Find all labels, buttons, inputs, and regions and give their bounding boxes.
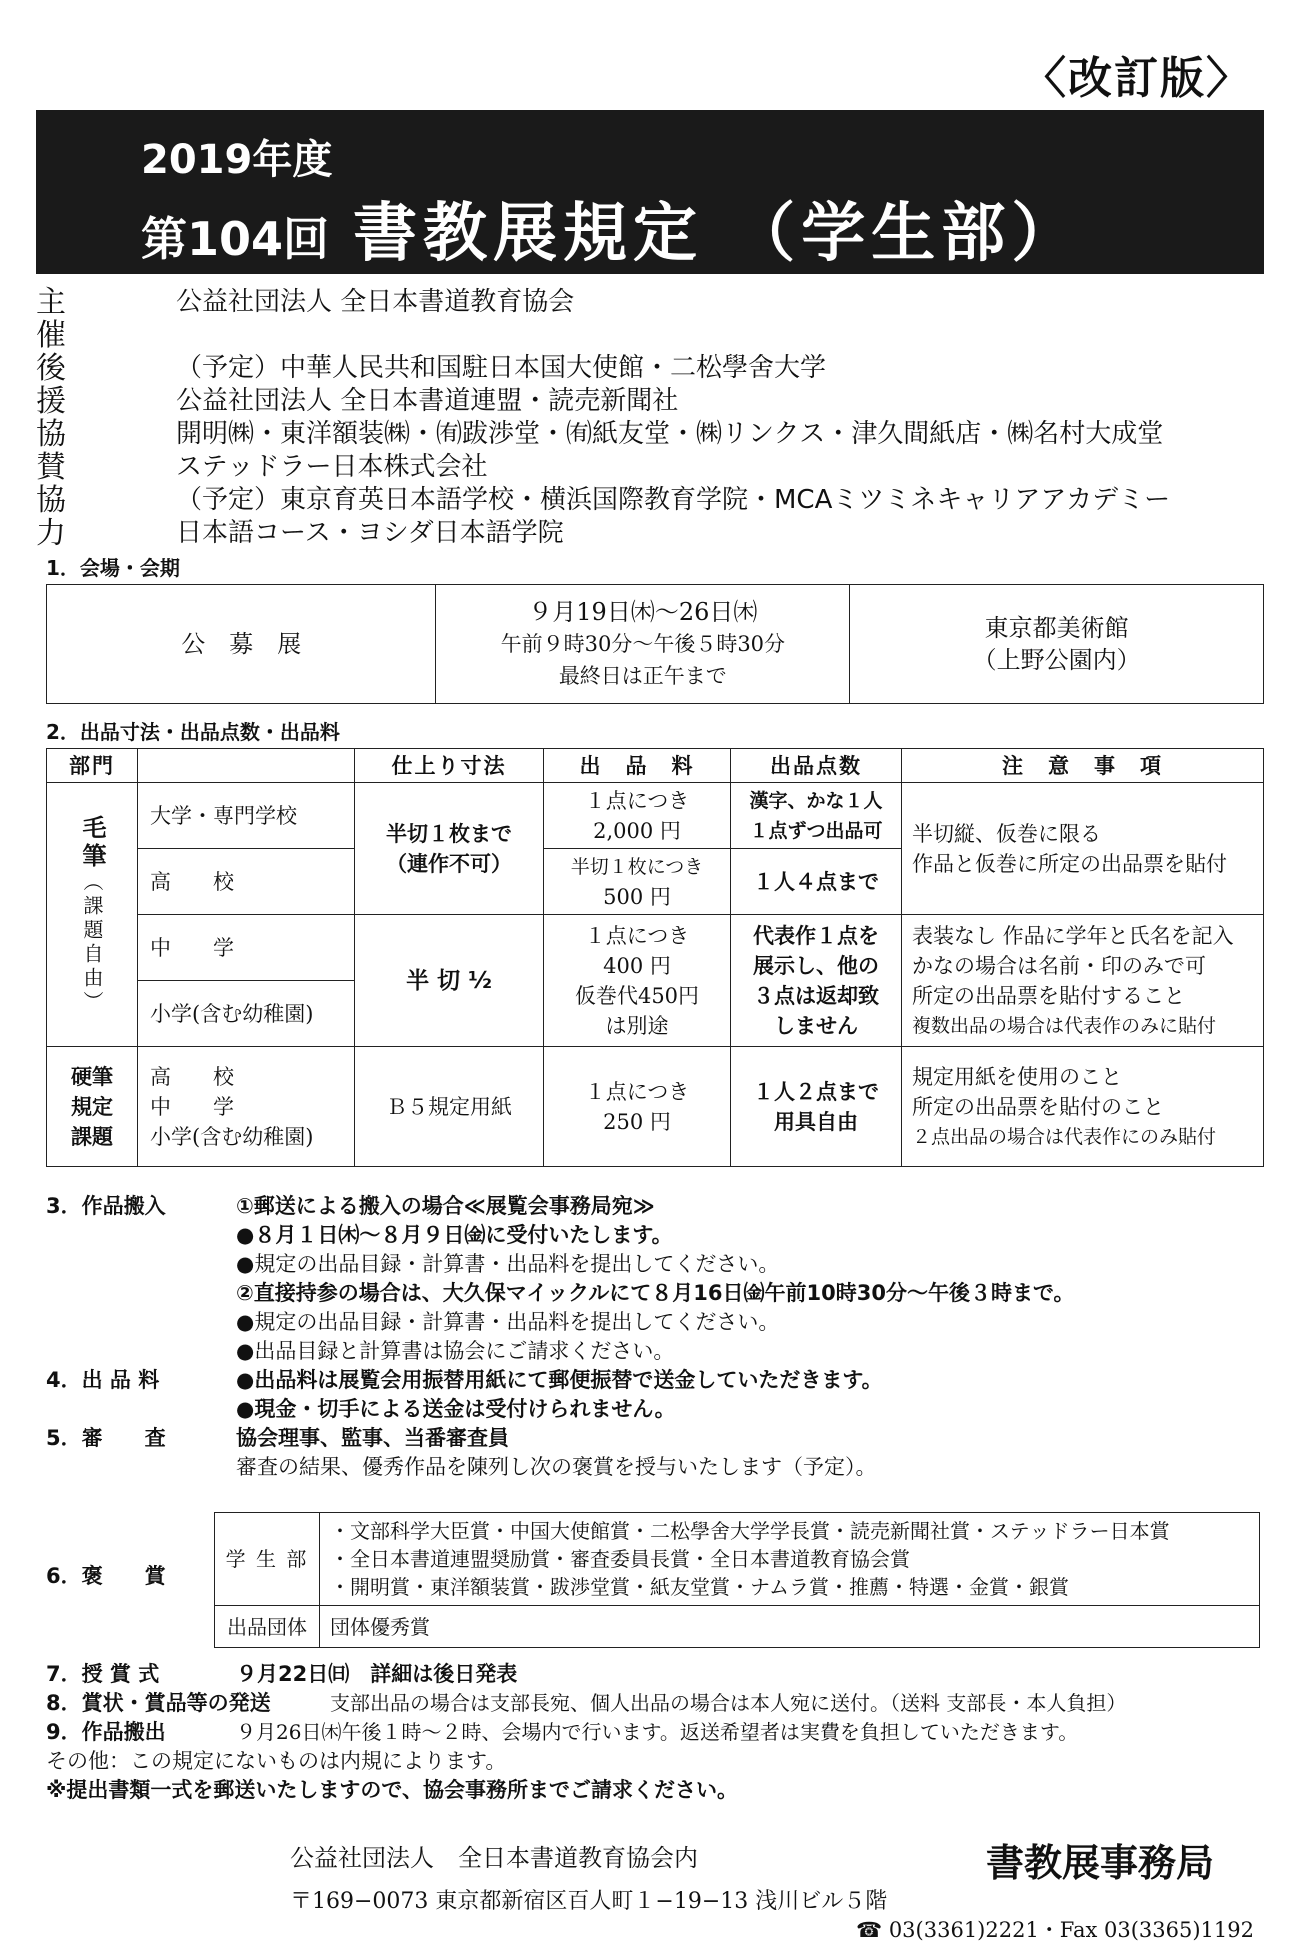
sponsor-cosponsor-line: ステッドラー日本株式会社 [176,452,488,482]
col-level [138,749,355,783]
page-title [141,182,1081,274]
level-middle-school: 中 学 [138,915,355,981]
sponsor-cooperation [36,484,1276,550]
section9-text: ９月26日㈭午後１時〜２時、会場内で行います。返送希望者は実費を負担していただきます。 [236,1720,1079,1744]
col-notes: 注 意 事 項 [902,749,1264,783]
pen-level: 高 校 [150,1064,234,1089]
pen-notes [902,1047,1264,1167]
note-line: 作品と仮巻に所定の出品票を貼付 [912,851,1227,876]
fee-line: 半切１枚につき [570,855,704,878]
note-line: 所定の出品票を貼付のこと [912,1094,1164,1119]
section4-line: ●現金・切手による送金は受付けられません。 [236,1397,676,1421]
footer-office: 書教展事務局 [985,1841,1214,1885]
section5-line: 審査の結果、優秀作品を陳列し次の褒賞を授与いたします（予定）。 [236,1455,877,1479]
sponsor-host [36,286,1276,352]
section7-text: ９月22日㈰ 詳細は後日発表 [236,1662,518,1686]
col-fee: 出 品 料 [544,749,731,783]
award-line: ・全日本書道連盟奨励賞・審査委員長賞・全日本書道教育協会賞 [330,1547,910,1571]
exhibition-venue [850,585,1264,704]
title-banner [36,110,1264,274]
awards-group-label: 出品団体 [215,1606,320,1648]
count-line: 用具自由 [774,1109,858,1134]
size-half-line: 半切１枚まで [386,821,512,846]
section3-line: ①郵送による搬入の場合≪展覧会事務局宛≫ [236,1194,655,1218]
footer-phone: ☎ 03(3361)2221・Fax 03(3365)1192 [855,1918,1254,1942]
col-category: 部門 [47,749,138,783]
entry-table [46,748,1264,1167]
pen-size: Ｂ５規定用紙 [355,1047,544,1167]
footer-address: 〒169−0073 東京都新宿区百人町１−19−13 浅川ビル５階 [290,1889,888,1914]
sponsor-cooperation-label: 協 力 [36,483,132,551]
sections-7-to-9 [46,1660,1266,1810]
size-half [355,783,544,915]
fee-middle [544,915,731,1047]
fee-line: １点につき [584,923,690,948]
fee-line: 500 円 [603,884,671,909]
pen-level: 中 学 [150,1094,234,1119]
section6-label: 6．褒 賞 [46,1564,166,1588]
col-size: 仕上り寸法 [355,749,544,783]
section4-label: 4．出 品 料 [46,1368,160,1392]
note-line: 複数出品の場合は代表作のみに貼付 [912,1014,1217,1037]
count-line: しません [774,1013,858,1038]
level-university: 大学・専門学校 [138,783,355,849]
size-half-line: （連作不可） [386,851,512,876]
section2-heading: 2．出品寸法・出品点数・出品料 [46,720,340,744]
pen-levels [138,1047,355,1167]
awards-student-list [320,1513,1260,1606]
sponsor-cosponsor-line: 開明㈱・東洋額装㈱・㈲跋渉堂・㈲紙友堂・㈱リンクス・津久間紙店・㈱名村大成堂 [176,419,1164,449]
col-count: 出品点数 [731,749,902,783]
sponsor-support [36,352,1276,418]
note-line: 半切縦、仮巻に限る [912,821,1101,846]
section4-line: ●出品料は展覧会用振替用紙にて郵便振替で送金していただきます。 [236,1368,883,1392]
section3-line: ●規定の出品目録・計算書・出品料を提出してください。 [236,1252,780,1276]
footer-org: 公益社団法人 全日本書道教育協会内 [290,1844,698,1872]
sponsor-cooperation-line: （予定）東京育英日本語学校・横浜国際教育学院・MCAミツミネキャリアアカデミー [176,485,1171,515]
level-elementary: 小学(含む幼稚園) [138,981,355,1047]
section3-line: ●規定の出品目録・計算書・出品料を提出してください。 [236,1310,780,1334]
notes-middle [902,915,1264,1047]
fee-line: １点につき [584,1079,690,1104]
sponsor-cosponsor [36,418,1276,484]
section8-text: 支部出品の場合は支部長宛、個人出品の場合は本人宛に送付。（送料 支部長・本人負担） [330,1691,1127,1715]
pen-label-line: 課題 [71,1124,113,1149]
venue-table [46,584,1264,704]
count-line: 展示し、他の [753,953,879,978]
award-line: ・文部科学大臣賞・中国大使館賞・二松學舍大学学長賞・読売新聞社賞・ステッドラー日本賞 [330,1519,1170,1543]
sections-3-to-5 [46,1192,1266,1522]
pen-label-line: 規定 [71,1094,113,1119]
pen-count [731,1047,902,1167]
fee-line: 250 円 [603,1109,671,1134]
sponsor-cooperation-line: 日本語コース・ヨシダ日本語学院 [176,518,564,548]
count-line: ３点は返却致 [753,983,879,1008]
count-line: 漢字、かな１人 [749,789,883,812]
sponsor-list [36,286,1276,550]
fee-line: 2,000 円 [593,818,681,843]
sponsor-support-line: 公益社団法人 全日本書道連盟・読売新聞社 [176,386,679,416]
note-line: ２点出品の場合は代表作にのみ貼付 [912,1125,1217,1148]
section5-line: 協会理事、監事、当番審査員 [236,1426,509,1450]
sponsor-host-label: 主 催 [36,285,132,353]
count-line: 代表作１点を [753,923,879,948]
section3-label: 3．作品搬入 [46,1194,166,1218]
pen-category [47,1047,138,1167]
exhibition-dates [436,585,850,704]
awards-group-value: 団体優秀賞 [320,1606,1260,1648]
notes-university [902,783,1264,915]
fee-line: 仮巻代450円 [574,983,700,1008]
note-line: かなの場合は名前・印のみで可 [912,953,1206,978]
fee-line: １点につき [584,788,690,813]
size-half-2: 半 切 ½ [355,915,544,1047]
venue-location: （上野公園内） [972,646,1141,674]
section3-line: ●８月１日㈭〜８月９日㈮に受付いたします。 [236,1223,673,1247]
revised-edition-label: 〈改訂版〉 [1022,53,1252,104]
section3-line: ②直接持参の場合は、大久保マイックルにて８月16日㈮午前10時30分〜午後３時まで。 [236,1281,1075,1305]
hours-line: 午前９時30分〜午後５時30分 [500,632,786,656]
level-high-school: 高 校 [138,849,355,915]
award-line: ・開明賞・東洋額装賞・跋渉堂賞・紙友堂賞・ナムラ賞・推薦・特選・金賞・銀賞 [330,1575,1069,1599]
section1-heading: 1．会場・会期 [46,556,180,580]
awards-table [214,1512,1260,1648]
note-line: 表装なし 作品に学年と氏名を記入 [912,923,1234,948]
section7-label: 7．授 賞 式 [46,1662,160,1686]
year-label: 2019年度 [141,137,333,183]
venue-name: 東京都美術館 [984,614,1129,642]
note-line: 所定の出品票を貼付すること [912,983,1185,1008]
last-day-line: 最終日は正午まで [558,664,727,688]
section9-label: 9．作品搬出 [46,1720,166,1744]
fee-line: 400 円 [603,953,671,978]
pen-label-line: 硬筆 [71,1064,113,1089]
fee-line: は別途 [605,1013,669,1038]
sponsor-host-line: 公益社団法人 全日本書道教育協会 [176,287,575,317]
section3-line: ●出品目録と計算書は協会にご請求ください。 [236,1339,675,1363]
count-line: １人２点まで [753,1079,879,1104]
awards-student-label: 学 生 部 [215,1513,320,1606]
dates-line: ９月19日㈭〜26日㈭ [528,598,758,626]
brush-sub-label: （課題自由） [80,870,104,1015]
count-high-school: １人４点まで [731,849,902,915]
brush-category [47,783,138,1047]
sponsor-support-label: 後 援 [36,351,132,419]
sponsor-support-line: （予定）中華人民共和国駐日本国大使館・二松學舍大学 [176,353,827,383]
section8-label: 8．賞状・賞品等の発送 [46,1691,271,1715]
exhibition-title: 書教展規定 （学生部） [353,197,1082,271]
exhibition-name: 公 募 展 [47,585,436,704]
fee-high-school [544,849,731,915]
count-middle [731,915,902,1047]
fee-university [544,783,731,849]
sponsor-cosponsor-label: 協 賛 [36,417,132,485]
section5-label: 5．審 査 [46,1426,166,1450]
count-line: １点ずつ出品可 [749,819,883,842]
other-note: その他：この規定にないものは内規によります。 [46,1749,507,1773]
count-university [731,783,902,849]
pen-fee [544,1047,731,1167]
edition-number: 第104回 [141,212,330,266]
brush-label: 毛筆 [78,814,106,871]
request-note: ※提出書類一式を郵送いたしますので、協会事務所までご請求ください。 [46,1778,738,1802]
note-line: 規定用紙を使用のこと [912,1064,1122,1089]
pen-level: 小学(含む幼稚園) [150,1124,314,1149]
